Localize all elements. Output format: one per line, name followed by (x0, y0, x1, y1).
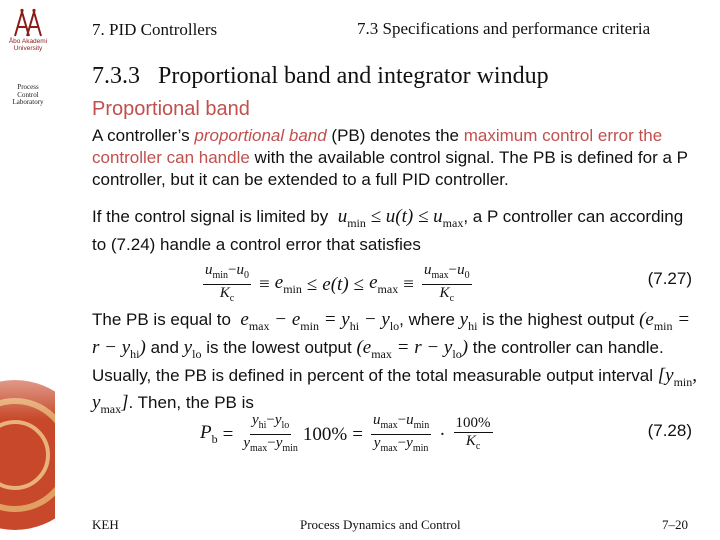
university-logo (6, 8, 50, 52)
university-crest-icon (11, 8, 45, 38)
para1-text-1: A controller’s (92, 126, 195, 145)
footer-author: KEH (92, 517, 119, 532)
para3-text-6: the controller can handle. Usually, the PB is defined in percent of the total measurable output interval (92, 337, 664, 385)
para1-text-3: (PB) denotes the (326, 126, 464, 145)
paragraph-2 (92, 206, 697, 256)
para2-text-1: If the control signal is limited by (92, 207, 329, 226)
lab-line-3: Laboratory (12, 98, 44, 106)
chapter-header: 7. PID Controllers (92, 20, 218, 39)
para3-text-2: , where (399, 310, 455, 329)
logo-line-2: University (13, 45, 43, 52)
para3-text-7: . Then, the PB is (128, 393, 254, 413)
lab-line-2: Control (17, 90, 39, 99)
para2-text-2: , a P controller can according to (7.24) handle a control error that satisfies (92, 207, 684, 254)
para1-highlight-can-handle: the controller can handle (92, 126, 663, 167)
para1-text-6: with the available control signal. The PB is defined for a P controller, but it can be extended to a full PID controller. (92, 148, 688, 189)
page-number: 7–20 (662, 517, 688, 532)
equation-7-28: $P_b$ = $\frac{y_{hi}-y_{lo}}{y_{max}-y_{min}}$ 100% = $\frac{u_{max}-u_{min}}{y_{max}-y_{min}}$ · $\frac{100\%}{K_c}$ (200, 412, 491, 454)
para3-text-3: is the highest output (482, 310, 635, 329)
para3-text-5: is the lowest output (206, 337, 352, 357)
equation-7-27: $\frac{u_{min}-u_0}{K_c}$ ≡ $e_{min}$ ≤ e(t) ≤ $e_{max}$ ≡ $\frac{u_{max}-u_0}{K_c}$ (205, 262, 470, 304)
para1-highlight-max-error: maximum control error (463, 126, 634, 145)
lab-name (2, 84, 54, 107)
section-number: 7.3.3 (92, 63, 140, 89)
section-header: 7.3 Specifications and performance criteria (357, 19, 651, 38)
para3-text-1: The PB is equal to (92, 310, 231, 329)
control-limit-formula: $u_{min} \le u(t) \le u_{max}$ (332, 206, 464, 230)
seal-fade (0, 330, 55, 420)
lab-line-1: Process (17, 83, 39, 91)
logo-line-1: Åbo Akademi (8, 38, 48, 45)
sidebar (0, 0, 55, 540)
section-title-text: Proportional band and integrator windup (158, 63, 549, 89)
paragraph-3: The PB is equal to $e_{max} - e_{min} = y_{hi} - y_{lo}$, where $y_{hi}$ is the highest output $(e_{min} = r - y_{hi})$ and $y_{lo}$ is the lowest output $(e_{max} = r - y_{lo})$ the controller can handle. Usually, the PB is defined in percent of the total measurable output interval [$y_{min}$, $y_{max}$]. Then, the PB is (92, 309, 697, 417)
footer-course: Process Dynamics and Control (300, 517, 461, 532)
para3-text-4: and (150, 337, 179, 357)
subtitle: Proportional band (92, 98, 250, 120)
equation-number-7-27: (7.27) (647, 269, 692, 288)
paragraph-1 (92, 125, 697, 191)
para1-highlight-pb: proportional band (194, 126, 327, 145)
equation-number-7-28: (7.28) (647, 421, 692, 440)
section-title (92, 63, 549, 90)
